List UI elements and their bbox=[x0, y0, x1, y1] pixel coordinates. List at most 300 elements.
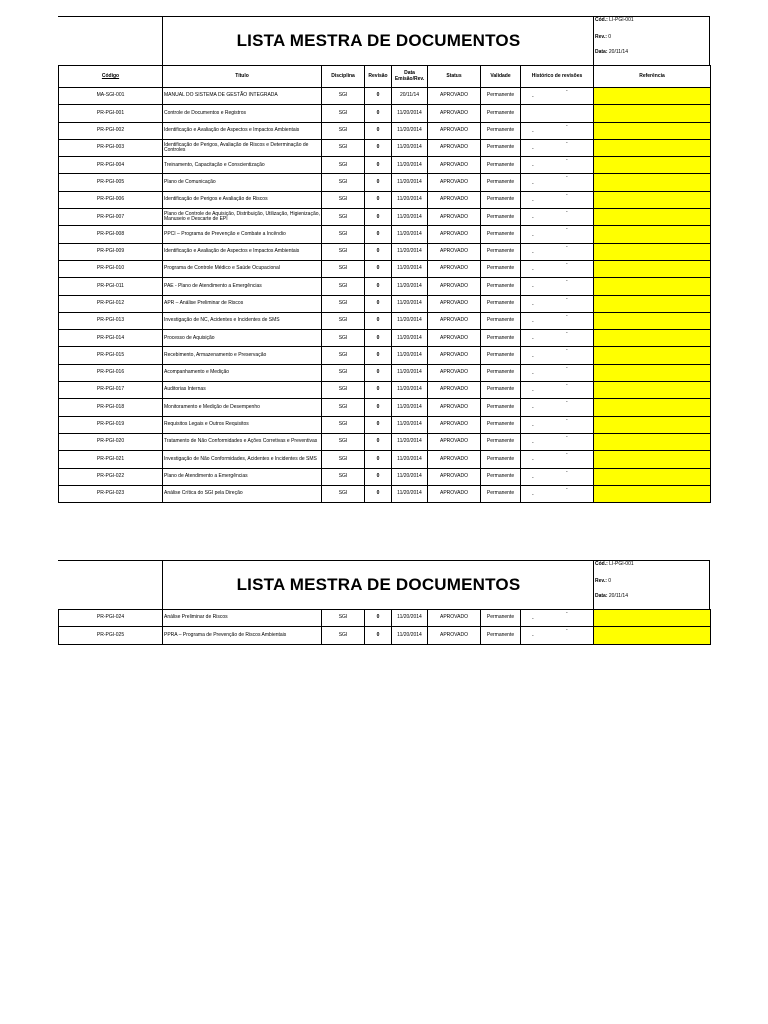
data-label: Data: bbox=[595, 49, 608, 55]
cell-status: APROVADO bbox=[428, 157, 481, 174]
cell-titulo: Identificação de Perigos e Avaliação de Riscos bbox=[163, 191, 322, 208]
cell-referencia[interactable] bbox=[594, 209, 711, 226]
cell-titulo: Investigação de Não Conformidades, Acidentes e Incidentes de SMS bbox=[163, 451, 322, 468]
cell-referencia[interactable] bbox=[594, 451, 711, 468]
historico-mark: - bbox=[532, 214, 534, 221]
table-row bbox=[59, 295, 711, 312]
table-row bbox=[59, 278, 711, 295]
cell-disciplina: SGI bbox=[322, 627, 365, 644]
cell-referencia[interactable] bbox=[594, 157, 711, 174]
historico-mark-2: - bbox=[566, 399, 568, 406]
cell-data: 11/20/2014 bbox=[392, 433, 428, 450]
cell-referencia[interactable] bbox=[594, 139, 711, 156]
cell-status: APROVADO bbox=[428, 433, 481, 450]
cell-titulo: Auditorias Internas bbox=[163, 382, 322, 399]
cell-codigo: PR-PGI-014 bbox=[59, 330, 163, 347]
cell-status: APROVADO bbox=[428, 243, 481, 260]
historico-mark-2: - bbox=[566, 433, 568, 440]
cell-titulo: Identificação e Avaliação de Aspectos e Impactos Ambientais bbox=[163, 122, 322, 139]
cell-codigo: PR-PGI-015 bbox=[59, 347, 163, 364]
table-row bbox=[59, 226, 711, 243]
cell-validade: Permanente bbox=[481, 347, 521, 364]
cell-status: APROVADO bbox=[428, 382, 481, 399]
cell-status: APROVADO bbox=[428, 610, 481, 627]
cell-historico bbox=[521, 174, 594, 191]
historico-mark: - bbox=[532, 404, 534, 411]
cell-codigo: PR-PGI-001 bbox=[59, 105, 163, 122]
cell-data: 11/20/2014 bbox=[392, 312, 428, 329]
historico-mark-2: - bbox=[566, 382, 568, 389]
table-row bbox=[59, 209, 711, 226]
historico-mark: - bbox=[532, 387, 534, 394]
cell-revisao: 0 bbox=[365, 468, 392, 485]
cell-status: APROVADO bbox=[428, 278, 481, 295]
cell-historico bbox=[521, 451, 594, 468]
cell-disciplina: SGI bbox=[322, 209, 365, 226]
cell-codigo: PR-PGI-010 bbox=[59, 260, 163, 277]
cell-validade: Permanente bbox=[481, 364, 521, 381]
cell-data: 11/20/2014 bbox=[392, 364, 428, 381]
historico-mark: - bbox=[532, 180, 534, 187]
cell-disciplina: SGI bbox=[322, 139, 365, 156]
cell-status: APROVADO bbox=[428, 364, 481, 381]
cell-disciplina: SGI bbox=[322, 278, 365, 295]
cell-validade: Permanente bbox=[481, 278, 521, 295]
historico-mark-2: - bbox=[566, 312, 568, 319]
col-codigo: Código bbox=[59, 66, 163, 88]
cell-referencia[interactable] bbox=[594, 382, 711, 399]
cell-disciplina: SGI bbox=[322, 610, 365, 627]
cell-data: 11/20/2014 bbox=[392, 139, 428, 156]
cell-revisao: 0 bbox=[365, 364, 392, 381]
cell-historico bbox=[521, 139, 594, 156]
rev-label-2: Rev.: bbox=[595, 578, 607, 584]
historico-mark-2: - bbox=[566, 191, 568, 198]
cell-data: 11/20/2014 bbox=[392, 627, 428, 644]
cell-codigo: PR-PGI-020 bbox=[59, 433, 163, 450]
col-disciplina: Disciplina bbox=[322, 66, 365, 88]
cell-revisao: 0 bbox=[365, 105, 392, 122]
cell-validade: Permanente bbox=[481, 416, 521, 433]
cell-historico bbox=[521, 209, 594, 226]
historico-mark-2: - bbox=[566, 139, 568, 146]
historico-mark-2: - bbox=[566, 627, 568, 634]
cell-data: 11/20/2014 bbox=[392, 347, 428, 364]
cell-status: APROVADO bbox=[428, 174, 481, 191]
historico-mark: - bbox=[532, 128, 534, 135]
cell-titulo: Tratamento de Não Conformidades e Ações Corretivas e Preventivas bbox=[163, 433, 322, 450]
cell-validade: Permanente bbox=[481, 226, 521, 243]
cell-titulo: Plano de Controle de Aquisição, Distribuição, Utilização, Higienização, Manuseio e Descarte de EPI bbox=[163, 209, 322, 226]
cell-codigo: PR-PGI-006 bbox=[59, 191, 163, 208]
cell-revisao: 0 bbox=[365, 122, 392, 139]
cell-data: 20/11/14 bbox=[392, 88, 428, 105]
historico-mark-2: - bbox=[566, 260, 568, 267]
cell-historico bbox=[521, 416, 594, 433]
cell-codigo: PR-PGI-019 bbox=[59, 416, 163, 433]
cell-revisao: 0 bbox=[365, 347, 392, 364]
cell-data: 11/20/2014 bbox=[392, 399, 428, 416]
rev-value: 0 bbox=[608, 34, 612, 40]
cell-revisao: 0 bbox=[365, 209, 392, 226]
col-data: Data Emisão/Rev. bbox=[392, 66, 428, 88]
cell-status: APROVADO bbox=[428, 139, 481, 156]
table-row bbox=[59, 610, 711, 627]
historico-mark-2: - bbox=[566, 416, 568, 423]
cell-referencia[interactable] bbox=[594, 295, 711, 312]
cell-revisao: 0 bbox=[365, 157, 392, 174]
table-row bbox=[59, 451, 711, 468]
table-row bbox=[59, 399, 711, 416]
historico-mark: - bbox=[532, 615, 534, 622]
cell-disciplina: SGI bbox=[322, 312, 365, 329]
table-row bbox=[59, 330, 711, 347]
documents-table-2 bbox=[58, 609, 711, 645]
cell-codigo: PR-PGI-024 bbox=[59, 610, 163, 627]
historico-mark-2: - bbox=[566, 157, 568, 164]
historico-mark-2: - bbox=[566, 485, 568, 492]
cell-historico bbox=[521, 295, 594, 312]
cell-historico bbox=[521, 312, 594, 329]
historico-mark-2: - bbox=[566, 330, 568, 337]
cell-disciplina: SGI bbox=[322, 485, 365, 502]
historico-mark: - bbox=[532, 456, 534, 463]
cell-titulo: Recebimento, Armazenamento e Preservação bbox=[163, 347, 322, 364]
cell-validade: Permanente bbox=[481, 295, 521, 312]
cell-titulo: Plano de Comunicação bbox=[163, 174, 322, 191]
cell-revisao: 0 bbox=[365, 174, 392, 191]
cell-codigo: PR-PGI-002 bbox=[59, 122, 163, 139]
historico-mark: - bbox=[532, 439, 534, 446]
cell-validade: Permanente bbox=[481, 433, 521, 450]
cell-data: 11/20/2014 bbox=[392, 122, 428, 139]
cell-validade: Permanente bbox=[481, 122, 521, 139]
cell-referencia[interactable] bbox=[594, 347, 711, 364]
historico-mark: - bbox=[532, 249, 534, 256]
cell-data: 11/20/2014 bbox=[392, 226, 428, 243]
table-row bbox=[59, 627, 711, 644]
cell-data: 11/20/2014 bbox=[392, 174, 428, 191]
cell-data: 11/20/2014 bbox=[392, 243, 428, 260]
cell-data: 11/20/2014 bbox=[392, 157, 428, 174]
cell-codigo: PR-PGI-013 bbox=[59, 312, 163, 329]
cell-titulo: PAE - Plano de Atendimento a Emergências bbox=[163, 278, 322, 295]
document-title: LISTA MESTRA DE DOCUMENTOS bbox=[162, 17, 594, 65]
cell-referencia[interactable] bbox=[594, 485, 711, 502]
cell-status: APROVADO bbox=[428, 485, 481, 502]
table-row bbox=[59, 243, 711, 260]
cell-data: 11/20/2014 bbox=[392, 330, 428, 347]
cell-validade: Permanente bbox=[481, 382, 521, 399]
document-title-2: LISTA MESTRA DE DOCUMENTOS bbox=[162, 561, 594, 609]
table-row bbox=[59, 174, 711, 191]
historico-mark-2: - bbox=[566, 209, 568, 216]
cell-historico bbox=[521, 226, 594, 243]
cell-referencia[interactable] bbox=[594, 627, 711, 644]
table-row bbox=[59, 347, 711, 364]
table-row bbox=[59, 122, 711, 139]
cell-titulo: Plano de Atendimento a Emergências bbox=[163, 468, 322, 485]
cell-historico bbox=[521, 627, 594, 644]
cell-codigo: PR-PGI-021 bbox=[59, 451, 163, 468]
historico-mark: - bbox=[532, 352, 534, 359]
cell-historico bbox=[521, 243, 594, 260]
cell-titulo: Identificação de Perigos, Avaliação de Riscos e Determinação de Controles bbox=[163, 139, 322, 156]
cell-status: APROVADO bbox=[428, 451, 481, 468]
cell-historico bbox=[521, 364, 594, 381]
historico-mark-2: - bbox=[566, 88, 568, 94]
cell-disciplina: SGI bbox=[322, 382, 365, 399]
table-row bbox=[59, 416, 711, 433]
cell-historico bbox=[521, 278, 594, 295]
cell-disciplina: SGI bbox=[322, 451, 365, 468]
cell-revisao: 0 bbox=[365, 139, 392, 156]
cell-historico bbox=[521, 157, 594, 174]
cell-titulo: PPCI – Programa de Prevenção e Combate a Incêndio bbox=[163, 226, 322, 243]
table-row bbox=[59, 433, 711, 450]
cell-disciplina: SGI bbox=[322, 88, 365, 105]
cell-validade: Permanente bbox=[481, 157, 521, 174]
col-historico: Histórico de revisões bbox=[521, 66, 594, 88]
table-row bbox=[59, 260, 711, 277]
table-header-row bbox=[59, 66, 711, 88]
cell-status: APROVADO bbox=[428, 312, 481, 329]
cell-historico bbox=[521, 105, 594, 122]
cell-revisao: 0 bbox=[365, 627, 392, 644]
cell-titulo: Treinamento, Capacitação e Conscientização bbox=[163, 157, 322, 174]
cell-referencia[interactable] bbox=[594, 312, 711, 329]
cell-historico bbox=[521, 485, 594, 502]
cell-referencia[interactable] bbox=[594, 88, 711, 105]
cell-validade: Permanente bbox=[481, 610, 521, 627]
historico-mark: - bbox=[532, 491, 534, 498]
cell-referencia[interactable] bbox=[594, 468, 711, 485]
rev-label: Rev.: bbox=[595, 34, 607, 40]
cell-titulo: PPRA – Programa de Prevenção de Riscos Ambientais bbox=[163, 627, 322, 644]
cell-referencia[interactable] bbox=[594, 122, 711, 139]
cell-codigo: PR-PGI-004 bbox=[59, 157, 163, 174]
historico-mark: - bbox=[532, 231, 534, 238]
data-label-2: Data: bbox=[595, 593, 608, 599]
table-row bbox=[59, 382, 711, 399]
cell-codigo: PR-PGI-022 bbox=[59, 468, 163, 485]
cell-historico bbox=[521, 382, 594, 399]
table-row bbox=[59, 139, 711, 156]
cell-status: APROVADO bbox=[428, 105, 481, 122]
cell-validade: Permanente bbox=[481, 468, 521, 485]
historico-mark-2: - bbox=[566, 278, 568, 285]
cell-data: 11/20/2014 bbox=[392, 105, 428, 122]
cell-disciplina: SGI bbox=[322, 330, 365, 347]
table-body-2 bbox=[59, 610, 711, 645]
document-meta-2 bbox=[593, 561, 710, 609]
historico-mark-2: - bbox=[566, 468, 568, 475]
cell-validade: Permanente bbox=[481, 88, 521, 105]
cell-codigo: PR-PGI-012 bbox=[59, 295, 163, 312]
historico-mark-2: - bbox=[566, 226, 568, 233]
cell-status: APROVADO bbox=[428, 399, 481, 416]
cell-revisao: 0 bbox=[365, 485, 392, 502]
cell-validade: Permanente bbox=[481, 174, 521, 191]
historico-mark: - bbox=[532, 197, 534, 204]
historico-mark-2: - bbox=[566, 295, 568, 302]
table-body bbox=[59, 88, 711, 503]
cell-historico bbox=[521, 468, 594, 485]
cell-validade: Permanente bbox=[481, 191, 521, 208]
cell-disciplina: SGI bbox=[322, 364, 365, 381]
cell-referencia[interactable] bbox=[594, 399, 711, 416]
cell-historico bbox=[521, 122, 594, 139]
cell-referencia[interactable] bbox=[594, 330, 711, 347]
cell-historico bbox=[521, 610, 594, 627]
cell-validade: Permanente bbox=[481, 485, 521, 502]
cell-titulo: Programa de Controle Médico e Saúde Ocupacional bbox=[163, 260, 322, 277]
cell-codigo: PR-PGI-025 bbox=[59, 627, 163, 644]
cell-data: 11/20/2014 bbox=[392, 260, 428, 277]
cell-disciplina: SGI bbox=[322, 295, 365, 312]
table-row bbox=[59, 191, 711, 208]
cell-status: APROVADO bbox=[428, 122, 481, 139]
historico-mark-2: - bbox=[566, 610, 568, 616]
cell-revisao: 0 bbox=[365, 88, 392, 105]
cell-status: APROVADO bbox=[428, 416, 481, 433]
cell-referencia[interactable] bbox=[594, 243, 711, 260]
col-validade: Validade bbox=[481, 66, 521, 88]
cell-status: APROVADO bbox=[428, 88, 481, 105]
historico-mark: - bbox=[532, 370, 534, 377]
cell-revisao: 0 bbox=[365, 312, 392, 329]
cell-titulo: Processo de Aquisição bbox=[163, 330, 322, 347]
historico-mark: - bbox=[532, 93, 534, 100]
cell-codigo: MA-SGI-001 bbox=[59, 88, 163, 105]
historico-mark-2: - bbox=[566, 122, 568, 129]
cell-codigo: PR-PGI-023 bbox=[59, 485, 163, 502]
cell-titulo: Identificação e Avaliação de Aspectos e Impactos Ambientais bbox=[163, 243, 322, 260]
cell-titulo: Acompanhamento e Medição bbox=[163, 364, 322, 381]
cell-validade: Permanente bbox=[481, 243, 521, 260]
cell-validade: Permanente bbox=[481, 139, 521, 156]
col-referencia: Referência bbox=[594, 66, 711, 88]
cell-revisao: 0 bbox=[365, 243, 392, 260]
cell-revisao: 0 bbox=[365, 191, 392, 208]
data-value: 20/11/14 bbox=[608, 49, 628, 55]
cell-validade: Permanente bbox=[481, 627, 521, 644]
cell-validade: Permanente bbox=[481, 209, 521, 226]
cod-value-2: LI-PGI-001 bbox=[609, 561, 634, 567]
historico-mark: - bbox=[532, 162, 534, 169]
historico-mark-2: - bbox=[566, 451, 568, 458]
cell-status: APROVADO bbox=[428, 209, 481, 226]
cell-data: 11/20/2014 bbox=[392, 451, 428, 468]
cell-revisao: 0 bbox=[365, 451, 392, 468]
cell-historico bbox=[521, 347, 594, 364]
cell-validade: Permanente bbox=[481, 312, 521, 329]
cell-disciplina: SGI bbox=[322, 399, 365, 416]
cell-titulo: APR – Análise Preliminar de Riscos bbox=[163, 295, 322, 312]
cell-disciplina: SGI bbox=[322, 191, 365, 208]
cell-data: 11/20/2014 bbox=[392, 382, 428, 399]
cell-referencia[interactable] bbox=[594, 191, 711, 208]
cell-disciplina: SGI bbox=[322, 416, 365, 433]
cell-titulo: Controle de Documentos e Registros bbox=[163, 105, 322, 122]
document-header-2 bbox=[58, 560, 710, 610]
table-row bbox=[59, 312, 711, 329]
cell-titulo: Monitoramento e Medição de Desempenho bbox=[163, 399, 322, 416]
cell-titulo: Investigação de NC, Acidentes e Incidentes de SMS bbox=[163, 312, 322, 329]
cell-referencia[interactable] bbox=[594, 226, 711, 243]
cell-data: 11/20/2014 bbox=[392, 610, 428, 627]
cell-historico bbox=[521, 399, 594, 416]
table-row bbox=[59, 485, 711, 502]
cell-referencia[interactable] bbox=[594, 416, 711, 433]
historico-mark: - bbox=[532, 422, 534, 429]
historico-mark-2: - bbox=[566, 347, 568, 354]
cell-validade: Permanente bbox=[481, 105, 521, 122]
cell-codigo: PR-PGI-016 bbox=[59, 364, 163, 381]
cell-validade: Permanente bbox=[481, 330, 521, 347]
cell-historico bbox=[521, 88, 594, 105]
cell-titulo: Análise Preliminar de Riscos bbox=[163, 610, 322, 627]
cell-historico bbox=[521, 330, 594, 347]
cell-referencia[interactable] bbox=[594, 364, 711, 381]
cell-disciplina: SGI bbox=[322, 433, 365, 450]
table-row bbox=[59, 105, 711, 122]
cod-label: Cód.: bbox=[595, 17, 608, 23]
cell-validade: Permanente bbox=[481, 451, 521, 468]
cell-referencia[interactable] bbox=[594, 105, 711, 122]
cell-referencia[interactable] bbox=[594, 610, 711, 627]
cell-validade: Permanente bbox=[481, 260, 521, 277]
cell-codigo: PR-PGI-017 bbox=[59, 382, 163, 399]
cell-referencia[interactable] bbox=[594, 260, 711, 277]
cell-historico bbox=[521, 191, 594, 208]
cell-revisao: 0 bbox=[365, 278, 392, 295]
cell-revisao: 0 bbox=[365, 433, 392, 450]
cell-referencia[interactable] bbox=[594, 278, 711, 295]
cell-revisao: 0 bbox=[365, 330, 392, 347]
document-sheet-1 bbox=[58, 16, 710, 503]
cell-data: 11/20/2014 bbox=[392, 416, 428, 433]
cell-referencia[interactable] bbox=[594, 174, 711, 191]
cell-disciplina: SGI bbox=[322, 243, 365, 260]
cell-revisao: 0 bbox=[365, 260, 392, 277]
cell-data: 11/20/2014 bbox=[392, 191, 428, 208]
historico-mark: - bbox=[532, 266, 534, 273]
cell-disciplina: SGI bbox=[322, 347, 365, 364]
col-status: Status bbox=[428, 66, 481, 88]
cell-codigo: PR-PGI-011 bbox=[59, 278, 163, 295]
cell-disciplina: SGI bbox=[322, 260, 365, 277]
document-header bbox=[58, 16, 710, 65]
table-row bbox=[59, 364, 711, 381]
data-value-2: 20/11/14 bbox=[608, 593, 628, 599]
cell-revisao: 0 bbox=[365, 295, 392, 312]
table-row bbox=[59, 468, 711, 485]
cell-disciplina: SGI bbox=[322, 226, 365, 243]
cell-codigo: PR-PGI-008 bbox=[59, 226, 163, 243]
cell-revisao: 0 bbox=[365, 610, 392, 627]
cell-status: APROVADO bbox=[428, 468, 481, 485]
historico-mark: - bbox=[532, 301, 534, 308]
col-revisao: Revisão bbox=[365, 66, 392, 88]
document-meta bbox=[593, 17, 710, 65]
cell-status: APROVADO bbox=[428, 191, 481, 208]
cell-status: APROVADO bbox=[428, 627, 481, 644]
cod-label-2: Cód.: bbox=[595, 561, 608, 567]
cell-referencia[interactable] bbox=[594, 433, 711, 450]
table-row bbox=[59, 157, 711, 174]
documents-table bbox=[58, 65, 711, 503]
